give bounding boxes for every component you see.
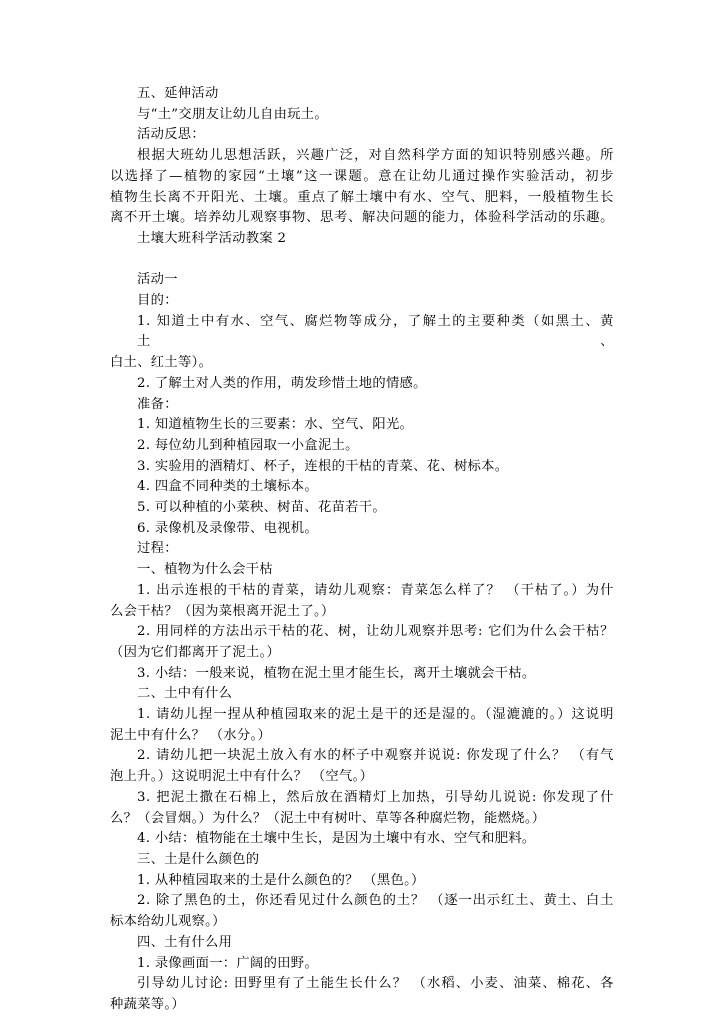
subsection-heading: 二、土中有什么 [137,686,233,702]
section-heading: 五、延伸活动 [137,86,219,101]
list-item: 1. 录像画面一：广阔的田野。 [137,955,318,971]
subsection-heading: 一、植物为什么会干枯 [137,562,273,578]
list-item: 1. 出示连根的干枯的青菜，请幼儿观察：青菜怎么样了？ （干枯了。）为什 [137,582,614,598]
section-heading: 过程： [137,541,178,557]
list-item: 3. 把泥土撒在石棉上，然后放在酒精灯上加热，引导幼儿说说: 你发现了什 [137,789,614,805]
document-title: 土壤大班科学活动教案 2 [137,230,287,246]
list-item-continuation: 白土、红土等）。 [110,355,213,371]
list-item: 3. 实验用的酒精灯、杯子，连根的干枯的青菜、花、树标本。 [137,458,509,474]
list-item: 2. 用同样的方法出示干枯的花、树，让幼儿观察并思考: 它们为什么会干枯？ [137,624,614,640]
section-heading: 准备： [137,396,178,412]
list-item: 4. 小结：植物能在土壤中生长，是因为土壤中有水、空气和肥料。 [137,831,536,847]
list-item: 1. 请幼儿捏一捏从种植园取来的泥土是干的还是湿的。（湿漉漉的。）这说明 [137,707,614,723]
section-heading: 活动一 [137,272,178,288]
section-heading: 目的： [137,293,178,309]
list-item: 1. 知道土中有水、空气、腐烂物等成分，了解土的主要种类（如黑土、黄土、 [137,313,614,350]
list-item: 2. 了解土对人类的作用，萌发珍惜土地的情感。 [137,375,427,391]
blank-line [110,250,614,271]
paragraph-line-continuation: 种蔬菜等。） [110,996,185,1012]
list-item: 3. 小结：一般来说，植物在泥土里才能生长，离开土壤就会干枯。 [137,665,536,681]
paragraph-line: 离不开土壤。培养幼儿观察事物、思考、解决问题的能力，体验科学活动的乐趣。 [110,210,614,226]
list-item: 2. 请幼儿把一块泥土放入有水的杯子中观察并说说: 你发现了什么？ （有气 [137,748,614,764]
paragraph-line: 根据大班幼儿思想活跃，兴趣广泛，对自然科学方面的知识特别感兴趣。所 [137,148,614,164]
list-item-continuation: 标本给幼儿观察。） [110,914,226,930]
paragraph-line: 植物生长离不开阳光、土壤。重点了解土壤中有水、空气、肥料，一般植物生长 [110,189,614,205]
paragraph-line: 引导幼儿讨论: 田野里有了土能生长什么？ （水稻、小麦、油菜、棉花、各 [137,976,614,992]
document-page [110,84,614,1016]
section-heading: 活动反思： [137,127,205,143]
list-item: 6. 录像机及录像带、电视机。 [137,520,318,536]
list-item-continuation: 泡上升。）这说明泥土中有什么？ （空气。） [110,769,374,785]
list-item-continuation: 泥土中有什么？ （水分。） [110,727,272,743]
paragraph-line: 以选择了—植物的家园“土壤”这一课题。意在让幼儿通过操作实验活动，初步 [110,168,614,184]
paragraph-line: 与“土”交朋友让幼儿自由玩土。 [137,106,328,122]
list-item-continuation: （因为它们都离开了泥土。） [110,644,281,660]
list-item: 1. 从种植园取来的土是什么颜色的？ （黑色。） [137,872,425,888]
list-item: 2. 除了黑色的土，你还看见过什么颜色的土？ （逐一出示红土、黄土、白土 [137,893,614,909]
list-item-continuation: 么？（会冒烟。）为什么？（泥土中有树叶、草等各种腐烂物，能燃烧。） [110,810,546,826]
list-item: 4. 四盒不同种类的土壤标本。 [137,479,318,495]
subsection-heading: 三、土是什么颜色的 [137,852,260,867]
list-item: 2. 每位幼儿到种植园取一小盒泥土。 [137,437,359,453]
list-item-continuation: 么会干枯？（因为菜根离开泥土了。） [110,603,335,619]
subsection-heading: 四、土有什么用 [137,934,233,950]
list-item: 5. 可以种植的小菜秧、树苗、花苗若干。 [137,500,386,516]
list-item: 1. 知道植物生长的三要素：水、空气、阳光。 [137,417,414,433]
